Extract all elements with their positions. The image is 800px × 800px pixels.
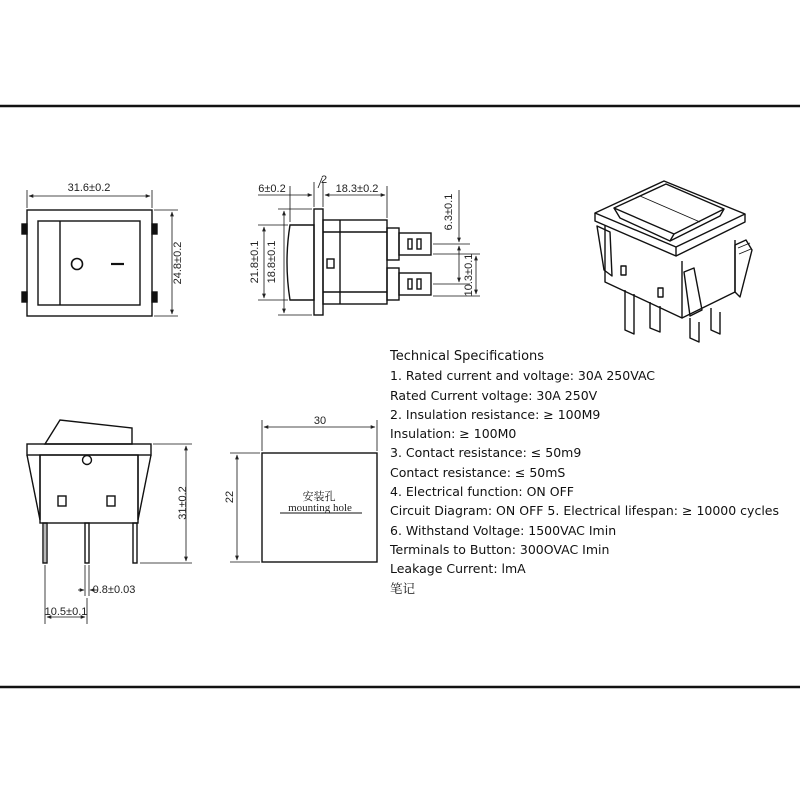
tab-spacing-label: 6.3±0.1 <box>443 193 455 231</box>
front-height-label: 24.8±0.2 <box>172 241 184 285</box>
pin-width-label: 0.8±0.03 <box>92 584 136 596</box>
side-height-outer-label: 21.8±0.1 <box>249 240 261 284</box>
spec-line: Contact resistance: ≤ 50mS <box>390 464 566 480</box>
front-view <box>22 190 178 316</box>
technical-specifications <box>390 347 790 598</box>
spec-line: Leakage Current: lmA <box>390 561 526 577</box>
mounting-hole-label: mounting hole <box>288 502 352 514</box>
spec-line: Terminals to Button: 300OVAC Imin <box>390 541 610 557</box>
side-left-width-label: 6±0.2 <box>258 183 286 195</box>
spec-line: Rated Current voltage: 30A 250V <box>390 387 598 403</box>
mounting-hole-chinese-label: 安装孔 <box>302 491 336 503</box>
spec-line: 3. Contact resistance: ≤ 50m9 <box>390 445 582 461</box>
specs-title: Technical Specifications <box>390 349 545 364</box>
bottom-height-label: 31±0.2 <box>177 486 189 520</box>
spec-line: Circuit Diagram: ON OFF 5. Electrical lifespan: ≥ 10000 cycles <box>390 503 779 519</box>
side-gap-label: 2 <box>320 174 328 186</box>
spec-line: 笔记 <box>390 580 416 596</box>
pin-spacing-label: 10.5±0.1 <box>44 606 88 618</box>
spec-line: 2. Insulation resistance: ≥ 100M9 <box>390 406 601 422</box>
isometric-view <box>595 181 752 342</box>
spec-line: 4. Electrical function: ON OFF <box>390 484 574 500</box>
spec-line: 1. Rated current and voltage: 30A 250VAC <box>390 368 656 384</box>
off-symbol <box>72 259 83 270</box>
spec-line: Insulation: ≥ 100M0 <box>390 426 517 442</box>
front-width-label: 31.6±0.2 <box>67 182 111 194</box>
hole-height-label: 22 <box>224 490 236 504</box>
side-height-inner-label: 18.8±0.1 <box>266 240 278 284</box>
spec-line: 6. Withstand Voltage: 1500VAC Imin <box>390 522 617 538</box>
hole-width-label: 30 <box>313 415 327 427</box>
side-body-width-label: 18.3±0.2 <box>335 183 379 195</box>
tab-height-label: 10.3±0.1 <box>463 253 475 297</box>
